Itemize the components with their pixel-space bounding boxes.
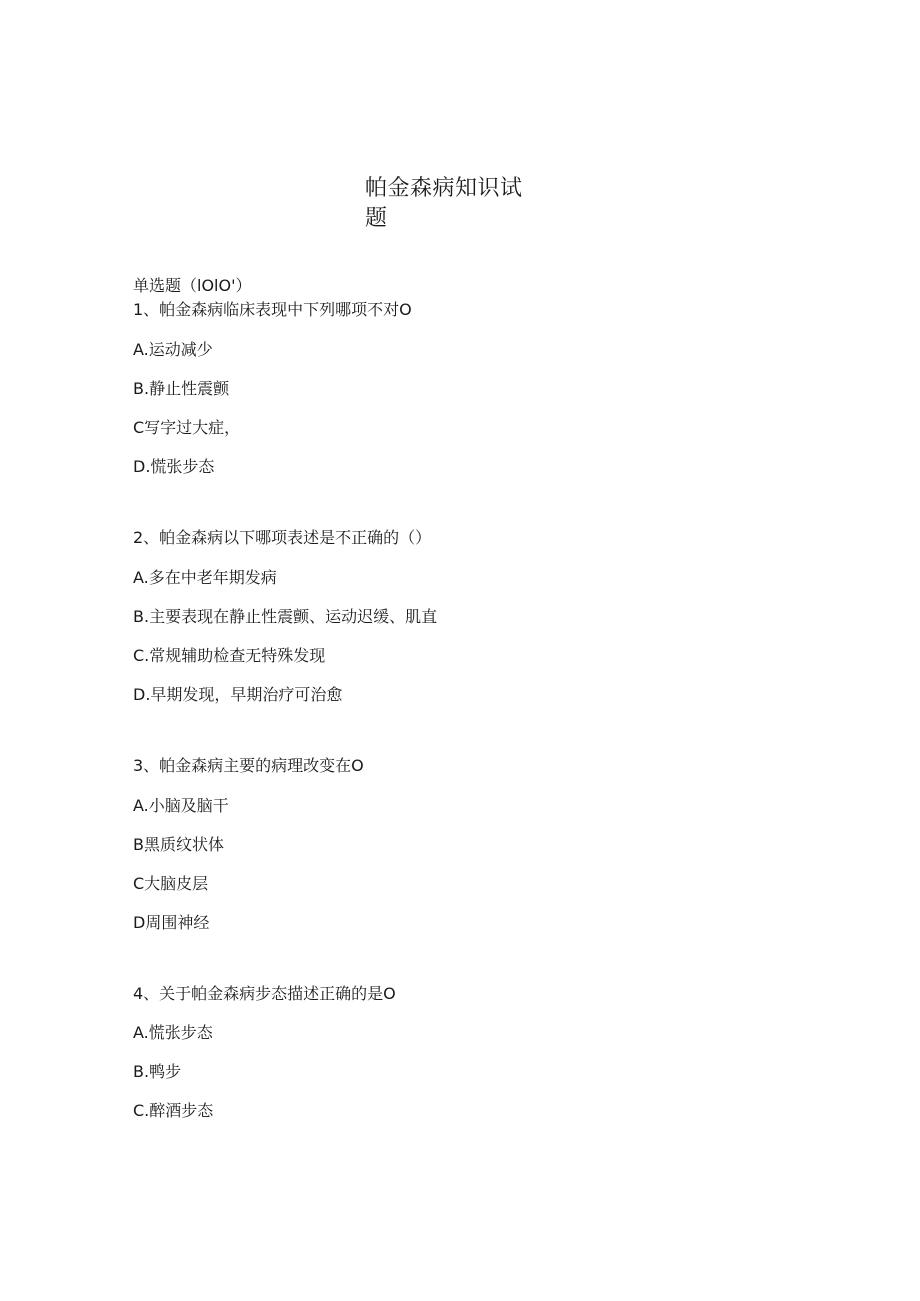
question-1-stem: 1、帕金森病临床表现中下列哪项不对O (133, 300, 412, 319)
question-4-stem: 4、关于帕金森病步态描述正确的是O (133, 984, 396, 1003)
question-4-option-b: B.鸭步 (133, 1062, 182, 1081)
question-1-option-a: A.运动减少 (133, 340, 213, 359)
question-3-option-c: C大脑皮层 (133, 874, 209, 893)
question-3-option-a: A.小脑及脑干 (133, 796, 229, 815)
question-1-option-b: B.静止性震颤 (133, 379, 230, 398)
question-3-option-d: D周围神经 (133, 913, 210, 932)
question-2-option-c: C.常规辅助检查无特殊发现 (133, 646, 326, 665)
question-2-option-b: B.主要表现在静止性震颤、运动迟缓、肌直 (133, 607, 438, 626)
question-1-option-c: C写字过大症， (133, 418, 241, 437)
question-4-option-c: C.醉酒步态 (133, 1101, 214, 1120)
question-4-option-a: A.慌张步态 (133, 1023, 213, 1042)
section-label: 单选题（lOlO'） (133, 276, 252, 295)
question-3-stem: 3、帕金森病主要的病理改变在O (133, 756, 364, 775)
question-2-stem: 2、帕金森病以下哪项表述是不正确的（） (133, 528, 432, 547)
document-title: 帕金森病知识试题 (365, 176, 523, 231)
question-1-option-d: D.慌张步态 (133, 457, 215, 476)
question-2-option-d: D.早期发现，早期治疗可治愈 (133, 685, 343, 704)
question-2-option-a: A.多在中老年期发病 (133, 568, 277, 587)
question-3-option-b: B黑质纹状体 (133, 835, 224, 854)
